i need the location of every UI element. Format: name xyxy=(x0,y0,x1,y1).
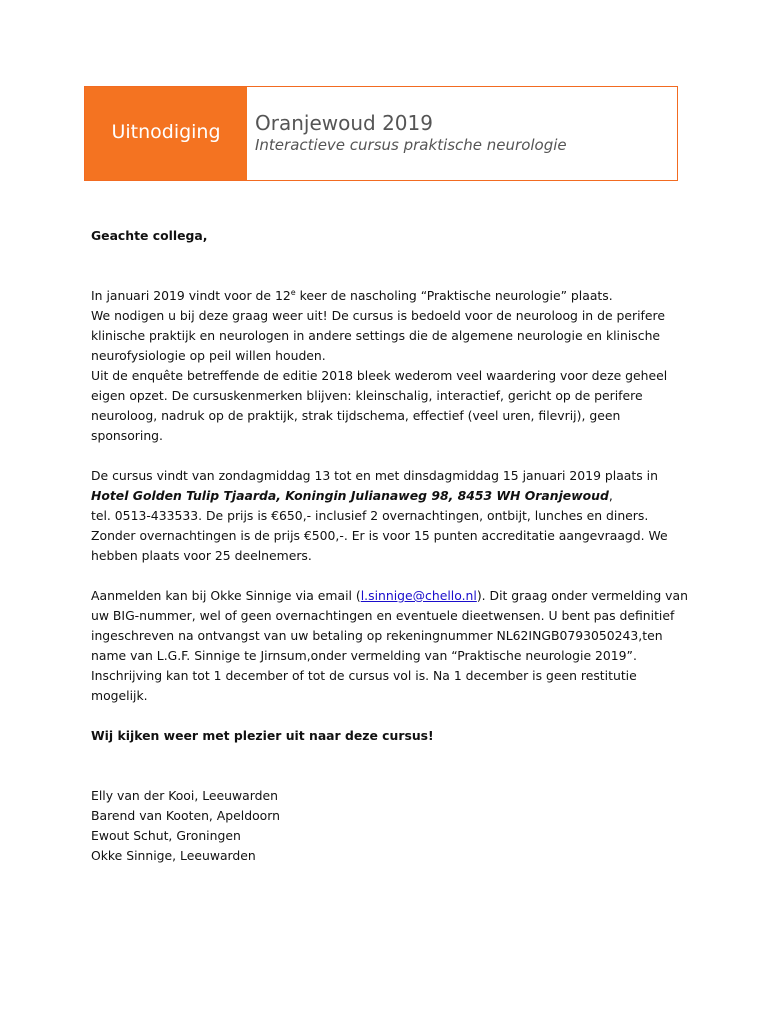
invitation-badge-label: Uitnodiging xyxy=(111,120,221,143)
register-before: Aanmelden kan bij Okke Sinnige via email ( xyxy=(91,588,361,603)
intro-rest: We nodigen u bij deze graag weer uit! De cursus is bedoeld voor de neuroloog in de perifere klinische praktijk en neurologen in andere settings die de algemene neurologie en klinische neurofysiologie op peil willen houden. xyxy=(91,308,665,363)
greeting: Geachte collega, xyxy=(91,228,208,243)
venue-details: tel. 0513-433533. De prijs is €650,- inclusief 2 overnachtingen, ontbijt, lunches en diners. Zonder overnachtingen is de prijs €500,-. Er is voor 15 punten accreditatie aangevraagd. We hebben plaats voor 25 deelnemers. xyxy=(91,508,668,563)
intro-paragraph xyxy=(91,286,691,446)
signatory: Ewout Schut, Groningen xyxy=(91,828,241,843)
page-subtitle: Interactieve cursus praktische neurologie xyxy=(255,136,567,154)
venue-comma: , xyxy=(608,488,613,503)
intro-line1-before: In januari 2019 vindt voor de 12 xyxy=(91,288,291,303)
page-title: Oranjewoud 2019 xyxy=(255,111,433,135)
register-after: ). Dit graag onder vermelding van uw BIG-nummer, wel of geen overnachtingen en eventuele dieetwensen. U bent pas definitief ingeschreven na ontvangst van uw betaling op rekeningnummer NL62INGB0793050243,ten name van L.G.F. Sinnige te Jirnsum,onder vermelding van “Praktische neurologie 2019”. Inschrijving kan tot 1 december of tot de cursus vol is. Na 1 december is geen restitutie mogelijk. xyxy=(91,588,688,703)
closing-line: Wij kijken weer met plezier uit naar deze cursus! xyxy=(91,728,434,743)
signatory: Okke Sinnige, Leeuwarden xyxy=(91,848,256,863)
venue-intro: De cursus vindt van zondagmiddag 13 tot en met dinsdagmiddag 15 januari 2019 plaats in xyxy=(91,468,658,483)
venue-paragraph xyxy=(91,466,691,566)
intro-line1-after: keer de nascholing “Praktische neurologie” plaats. xyxy=(295,288,613,303)
signatory: Barend van Kooten, Apeldoorn xyxy=(91,808,280,823)
header-banner xyxy=(84,86,678,181)
email-link[interactable]: l.sinnige@chello.nl xyxy=(360,588,477,603)
header-text xyxy=(247,87,567,180)
registration-paragraph xyxy=(91,586,691,706)
invitation-badge xyxy=(85,87,247,180)
intro-ordinal-sup: e xyxy=(290,287,296,297)
intro-survey: Uit de enquête betreffende de editie 2018 bleek wederom veel waardering voor deze geheel eigen opzet. De cursuskenmerken blijven: kleinschalig, interactief, gericht op de perifere neuroloog, nadruk op de praktijk, strak tijdschema, effectief (veel uren, filevrij), geen sponsoring. xyxy=(91,368,668,443)
letter-body xyxy=(91,226,691,866)
signatory: Elly van der Kooi, Leeuwarden xyxy=(91,788,278,803)
venue-name: Hotel Golden Tulip Tjaarda, Koningin Julianaweg 98, 8453 WH Oranjewoud xyxy=(91,488,609,503)
